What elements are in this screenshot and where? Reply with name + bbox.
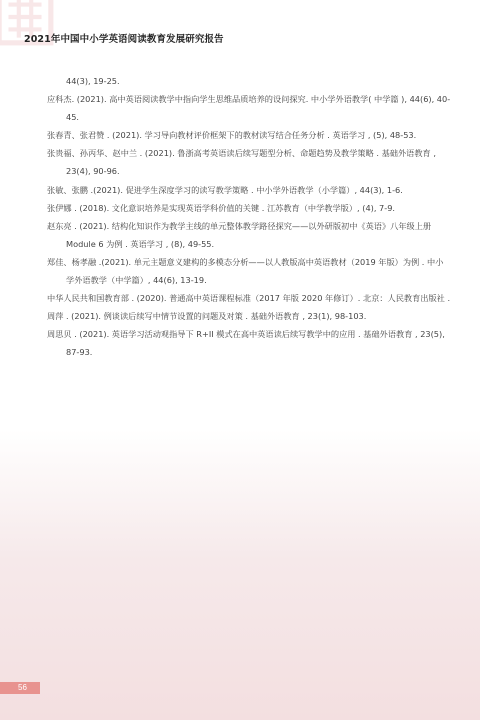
reference-item: 中华人民共和国教育部 . (2020). 普通高中英语课程标准（2017 年版 2020 年修订）. 北京：人民教育出版社 . (47, 293, 451, 304)
reference-item: 张春青、张君赞 . (2021). 学习导向教材评价框架下的教材读写结合任务分析 . 英语学习 , (5), 48-53. (47, 130, 417, 141)
reference-item: 周萍 . (2021). 例谈读后续写中情节设置的问题及对策 . 基础外语教育 , 23(1), 98-103. (47, 311, 367, 322)
reference-item: 郑佳、杨孝融 .(2021). 单元主题意义建构的多模态分析——以人教版高中英语教材（2019 年版）为例 . 中小学外语教学（中学篇）, 44(6), 13-19. (47, 256, 444, 286)
reference-item: 44(3), 19-25. (66, 76, 120, 86)
reference-item: 张贵福、孙丙华、赵中兰 . (2021). 鲁浙高考英语读后续写题型分析、命题趋势及教学策略 . 基础外语教育 , 23(4), 90-96. (47, 148, 436, 177)
reference-item: 赵东亮 . (2021). 结构化知识作为教学主线的单元整体教学路径探究——以外研版初中《英语》八年级上册 Module 6 为例 . 英语学习 , (8), 49-55. (47, 220, 432, 249)
reference-item: 张伊娜 . (2018). 文化意识培养是实现英语学科价值的关键 . 江苏教育（中学教学版）, (4), 7-9. (47, 202, 396, 213)
page-header-title: 2021年中国中小学英语阅读教育发展研究报告 (24, 34, 224, 45)
reference-item: 周思贝 . (2021). 英语学习活动观指导下 R+II 模式在高中英语读后续写教学中的应用 . 基础外语教育 , 23(5), 87-93. (47, 329, 445, 358)
reference-item: 应科杰. (2021). 高中英语阅读教学中指向学生思维品质培养的设问探究. 中小学外语教学( 中学篇 ), 44(6), 40-45. (47, 94, 451, 123)
page-number: 56 (18, 683, 27, 692)
reference-item: 张敏、张鹏 .(2021). 促进学生深度学习的读写教学策略 . 中小学外语教学（小学篇）, 44(3), 1-6. (47, 184, 403, 195)
reference-list (47, 72, 451, 362)
